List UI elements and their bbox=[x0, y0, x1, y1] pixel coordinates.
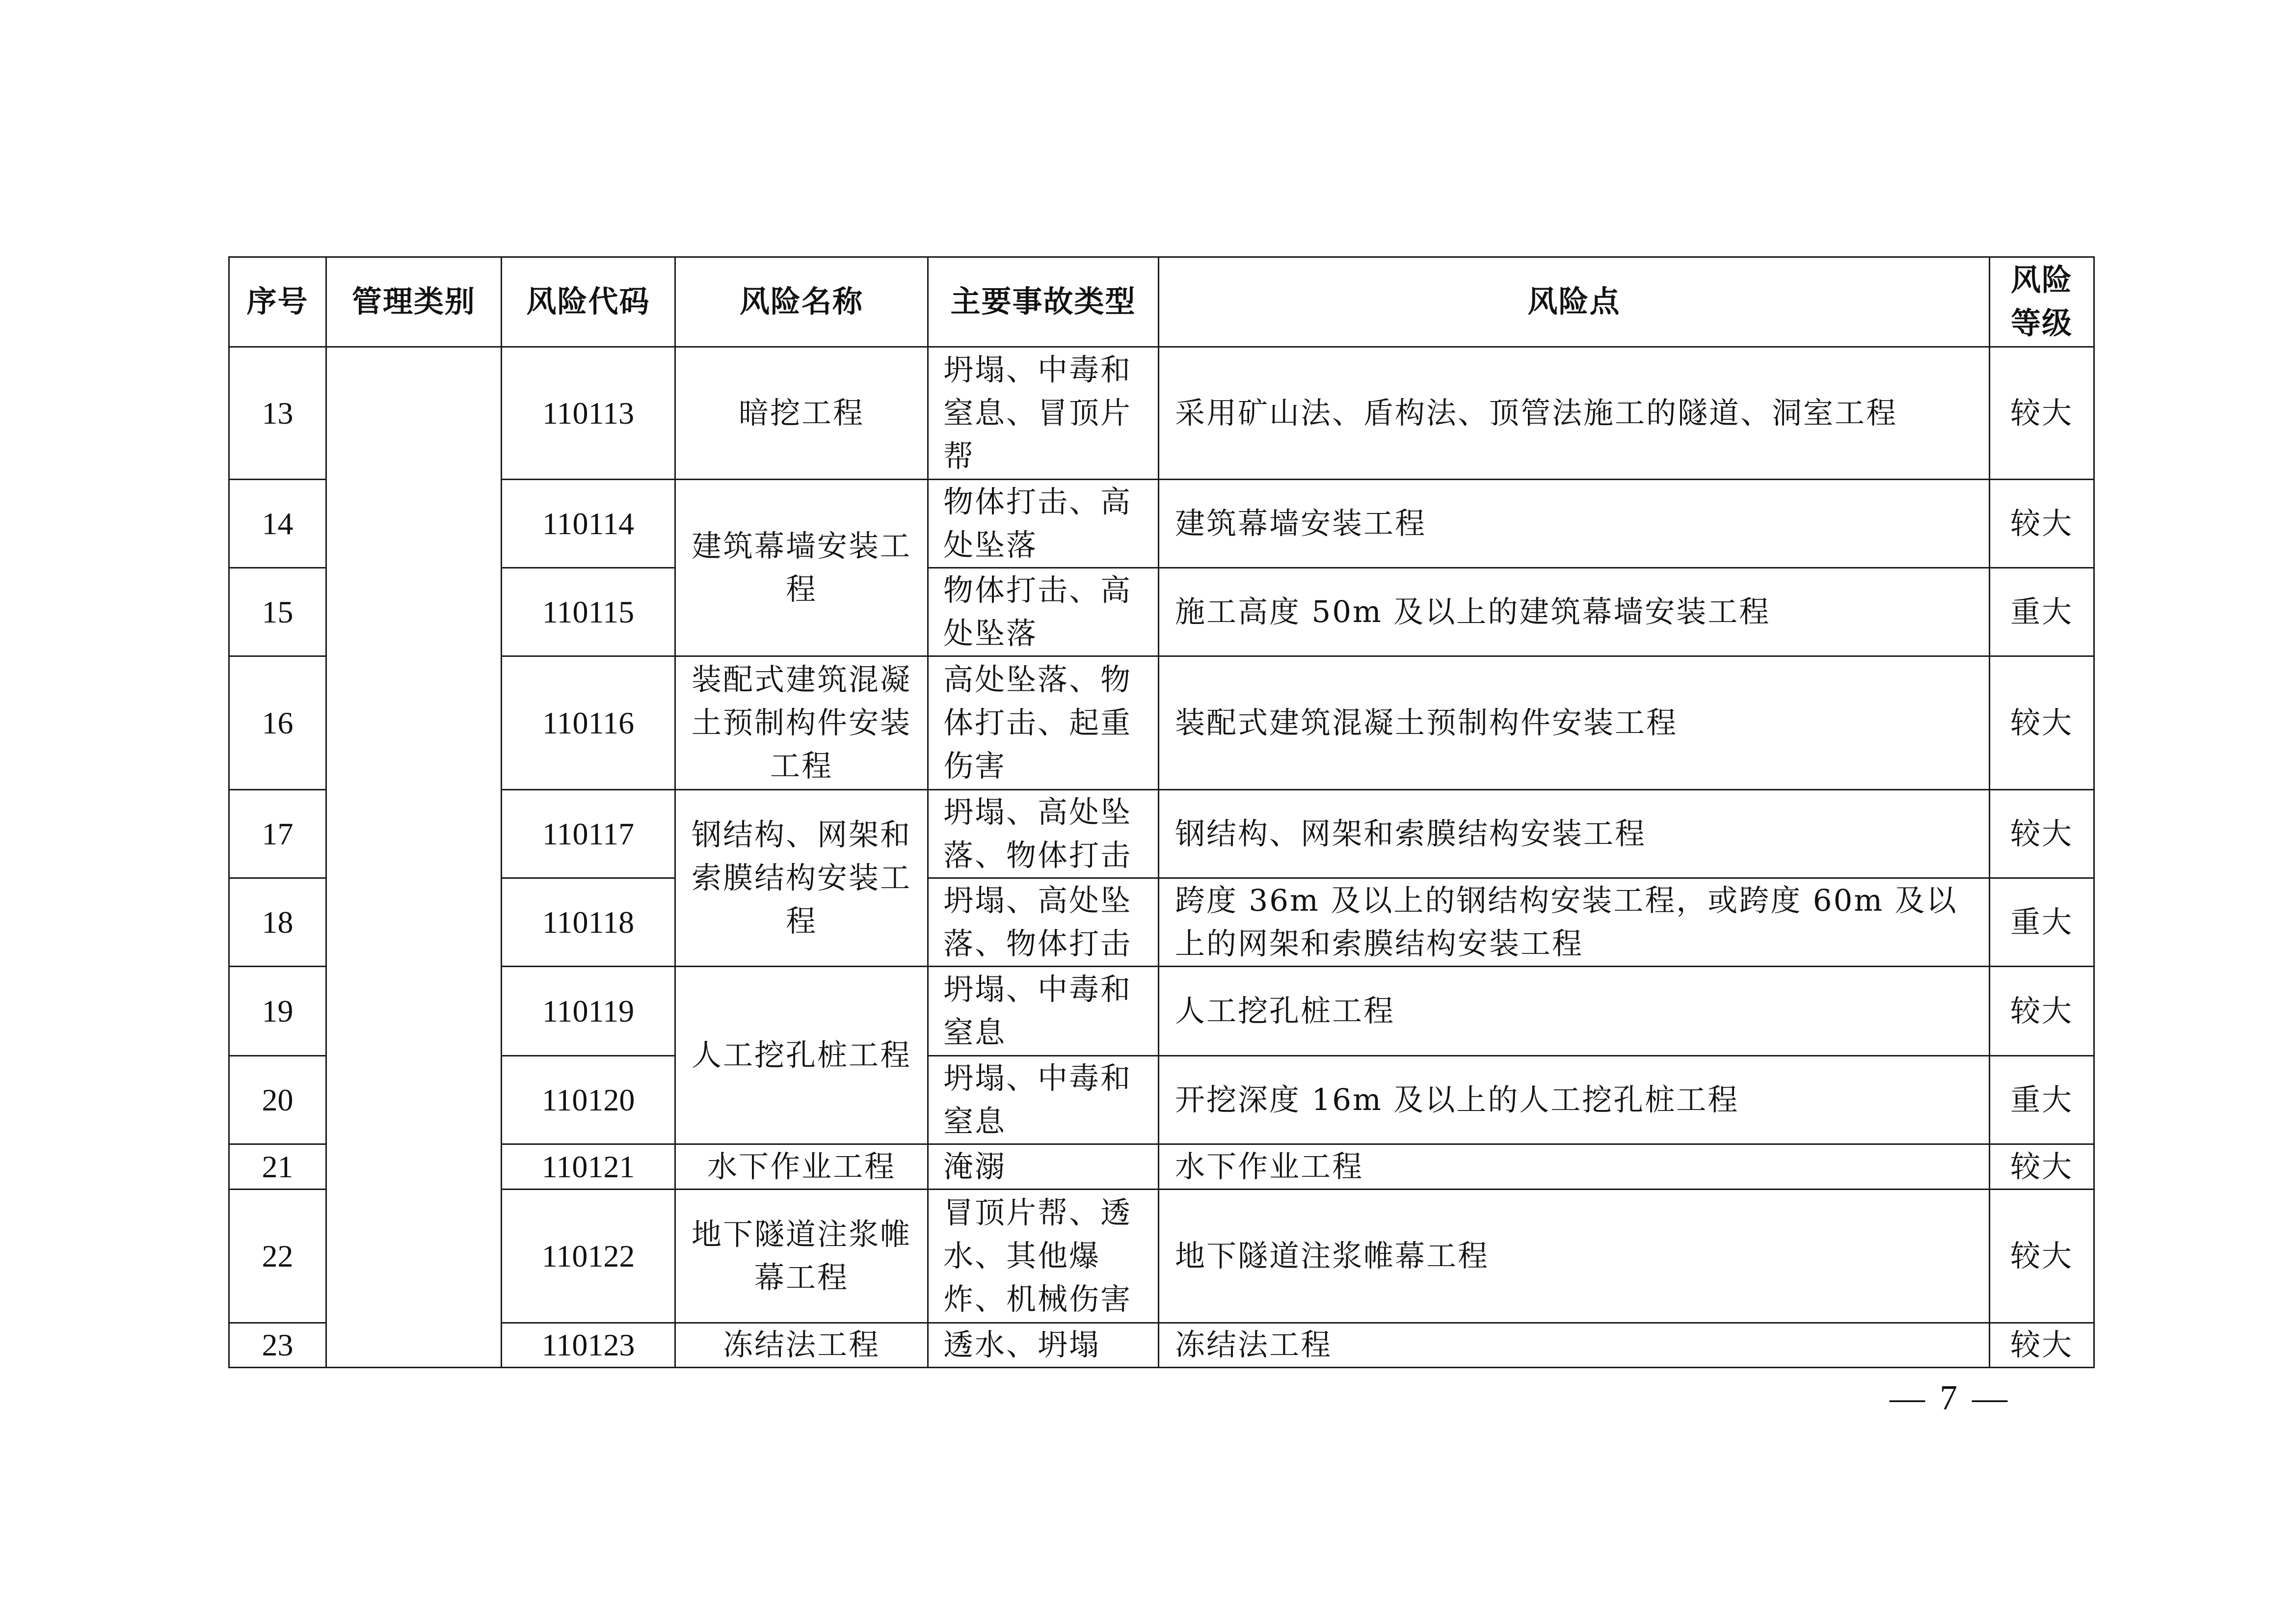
header-accident-type: 主要事故类型 bbox=[928, 257, 1159, 347]
cell-seq: 19 bbox=[229, 967, 326, 1056]
header-level: 风险等级 bbox=[1990, 257, 2094, 347]
table-row bbox=[229, 1056, 2094, 1144]
header-code: 风险代码 bbox=[502, 257, 675, 347]
table-row bbox=[229, 568, 2094, 656]
cell-seq: 21 bbox=[229, 1144, 326, 1190]
table-row bbox=[229, 656, 2094, 790]
cell-level: 较大 bbox=[1990, 790, 2094, 878]
cell-risk-point: 开挖深度 16m 及以上的人工挖孔桩工程 bbox=[1159, 1056, 1990, 1144]
cell-code: 110116 bbox=[502, 656, 675, 790]
table-row bbox=[229, 480, 2094, 568]
cell-name: 冻结法工程 bbox=[675, 1323, 928, 1368]
cell-code: 110120 bbox=[502, 1056, 675, 1144]
cell-accident-type: 坍塌、中毒和窒息、冒顶片帮 bbox=[928, 347, 1159, 480]
cell-name: 装配式建筑混凝土预制构件安装工程 bbox=[675, 656, 928, 790]
cell-risk-point: 采用矿山法、盾构法、顶管法施工的隧道、洞室工程 bbox=[1159, 347, 1990, 480]
table-row bbox=[229, 967, 2094, 1056]
header-seq: 序号 bbox=[229, 257, 326, 347]
risk-table bbox=[228, 256, 2095, 1368]
cell-risk-point: 人工挖孔桩工程 bbox=[1159, 967, 1990, 1056]
cell-name: 人工挖孔桩工程 bbox=[675, 967, 928, 1144]
cell-accident-type: 物体打击、高处坠落 bbox=[928, 480, 1159, 568]
cell-risk-point: 水下作业工程 bbox=[1159, 1144, 1990, 1190]
table-row bbox=[229, 878, 2094, 967]
cell-risk-point: 地下隧道注浆帷幕工程 bbox=[1159, 1190, 1990, 1323]
cell-level: 重大 bbox=[1990, 568, 2094, 656]
table-row bbox=[229, 347, 2094, 480]
cell-code: 110118 bbox=[502, 878, 675, 967]
cell-accident-type: 淹溺 bbox=[928, 1144, 1159, 1190]
cell-name: 钢结构、网架和索膜结构安装工程 bbox=[675, 790, 928, 967]
cell-seq: 17 bbox=[229, 790, 326, 878]
cell-accident-type: 高处坠落、物体打击、起重伤害 bbox=[928, 656, 1159, 790]
cell-risk-point: 施工高度 50m 及以上的建筑幕墙安装工程 bbox=[1159, 568, 1990, 656]
cell-accident-type: 坍塌、中毒和窒息 bbox=[928, 1056, 1159, 1144]
cell-risk-point: 跨度 36m 及以上的钢结构安装工程，或跨度 60m 及以上的网架和索膜结构安装工程 bbox=[1159, 878, 1990, 967]
page-number: — 7 — bbox=[1890, 1378, 2010, 1417]
cell-seq: 23 bbox=[229, 1323, 326, 1368]
header-risk-point: 风险点 bbox=[1159, 257, 1990, 347]
cell-risk-point: 建筑幕墙安装工程 bbox=[1159, 480, 1990, 568]
cell-risk-point: 冻结法工程 bbox=[1159, 1323, 1990, 1368]
cell-accident-type: 坍塌、高处坠落、物体打击 bbox=[928, 878, 1159, 967]
table-row bbox=[229, 1144, 2094, 1190]
cell-level: 较大 bbox=[1990, 480, 2094, 568]
cell-category bbox=[326, 347, 502, 1368]
header-category: 管理类别 bbox=[326, 257, 502, 347]
cell-accident-type: 物体打击、高处坠落 bbox=[928, 568, 1159, 656]
cell-seq: 13 bbox=[229, 347, 326, 480]
table-row bbox=[229, 1323, 2094, 1368]
cell-name: 建筑幕墙安装工程 bbox=[675, 480, 928, 656]
cell-seq: 22 bbox=[229, 1190, 326, 1323]
cell-level: 较大 bbox=[1990, 1144, 2094, 1190]
cell-level: 重大 bbox=[1990, 878, 2094, 967]
cell-level: 较大 bbox=[1990, 1190, 2094, 1323]
cell-code: 110119 bbox=[502, 967, 675, 1056]
cell-accident-type: 坍塌、高处坠落、物体打击 bbox=[928, 790, 1159, 878]
cell-level: 较大 bbox=[1990, 656, 2094, 790]
table-row bbox=[229, 1190, 2094, 1323]
cell-level: 较大 bbox=[1990, 1323, 2094, 1368]
cell-accident-type: 冒顶片帮、透水、其他爆炸、机械伤害 bbox=[928, 1190, 1159, 1323]
cell-accident-type: 坍塌、中毒和窒息 bbox=[928, 967, 1159, 1056]
cell-code: 110115 bbox=[502, 568, 675, 656]
cell-code: 110114 bbox=[502, 480, 675, 568]
cell-name: 暗挖工程 bbox=[675, 347, 928, 480]
header-name: 风险名称 bbox=[675, 257, 928, 347]
cell-code: 110113 bbox=[502, 347, 675, 480]
cell-name: 水下作业工程 bbox=[675, 1144, 928, 1190]
cell-code: 110117 bbox=[502, 790, 675, 878]
cell-accident-type: 透水、坍塌 bbox=[928, 1323, 1159, 1368]
cell-seq: 14 bbox=[229, 480, 326, 568]
cell-seq: 20 bbox=[229, 1056, 326, 1144]
cell-seq: 16 bbox=[229, 656, 326, 790]
cell-code: 110123 bbox=[502, 1323, 675, 1368]
cell-level: 重大 bbox=[1990, 1056, 2094, 1144]
cell-seq: 15 bbox=[229, 568, 326, 656]
cell-code: 110121 bbox=[502, 1144, 675, 1190]
cell-name: 地下隧道注浆帷幕工程 bbox=[675, 1190, 928, 1323]
cell-risk-point: 钢结构、网架和索膜结构安装工程 bbox=[1159, 790, 1990, 878]
cell-risk-point: 装配式建筑混凝土预制构件安装工程 bbox=[1159, 656, 1990, 790]
cell-seq: 18 bbox=[229, 878, 326, 967]
table-row bbox=[229, 790, 2094, 878]
cell-level: 较大 bbox=[1990, 967, 2094, 1056]
cell-level: 较大 bbox=[1990, 347, 2094, 480]
cell-code: 110122 bbox=[502, 1190, 675, 1323]
header-row bbox=[229, 257, 2094, 347]
